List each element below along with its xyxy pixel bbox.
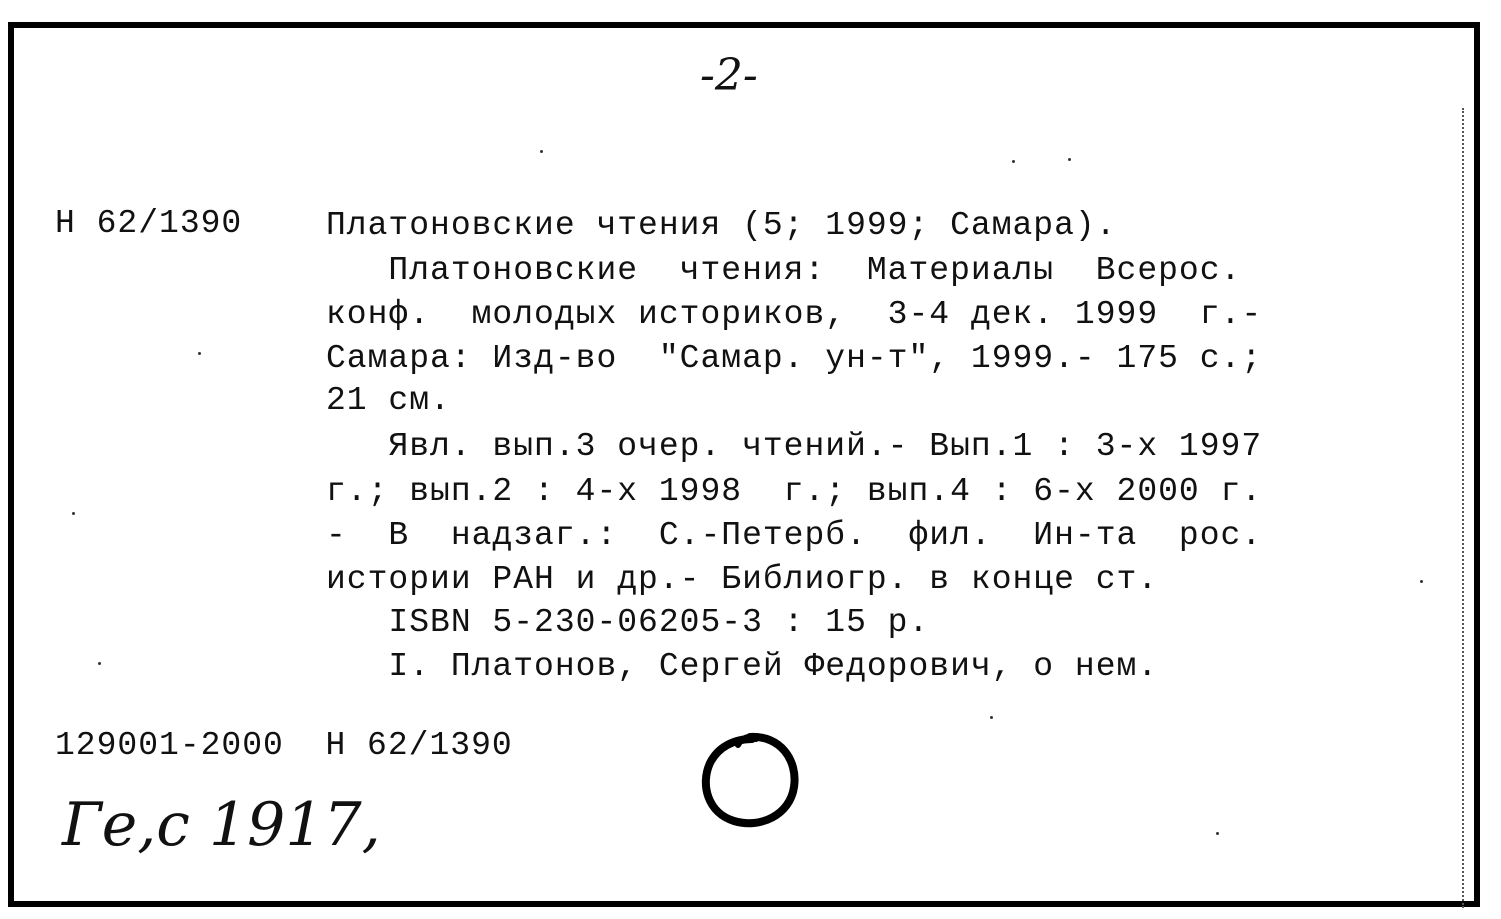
accession-code: 129001-2000 Н 62/1390	[55, 727, 513, 764]
description-line: I. Платонов, Сергей Федорович, о нем.	[326, 648, 1159, 685]
description-line: Самара: Изд-во "Самар. ун-т", 1999.- 175 с.;	[326, 340, 1263, 377]
description-line: ISBN 5-230-06205-3 : 15 р.	[326, 604, 930, 641]
scan-speck	[1420, 580, 1423, 583]
page-number: -2-	[700, 50, 758, 101]
description-line: 21 см.	[326, 382, 451, 419]
scan-speck	[1216, 832, 1219, 835]
scan-speck	[1068, 158, 1071, 161]
scan-speck	[198, 352, 201, 355]
card-edge-perforation	[1462, 108, 1464, 908]
shelfmark: Н 62/1390	[55, 205, 243, 242]
scan-speck	[98, 662, 101, 665]
description-line: Платоновские чтения (5; 1999; Самара).	[326, 207, 1117, 244]
scan-speck	[1012, 160, 1015, 163]
description-line: Явл. вып.3 очер. чтений.- Вып.1 : 3-х 1997	[326, 428, 1263, 465]
scan-speck	[72, 512, 75, 515]
scan-speck	[540, 150, 543, 153]
circle-mark-icon	[690, 725, 810, 835]
description-line: - В надзаг.: С.-Петерб. фил. Ин-та рос.	[326, 517, 1263, 554]
description-line: истории РАН и др.- Библиогр. в конце ст.	[326, 561, 1159, 598]
description-line: конф. молодых историков, 3-4 дек. 1999 г.-	[326, 296, 1263, 333]
description-line: Платоновские чтения: Материалы Всерос.	[326, 252, 1242, 289]
handwritten-note: Ге,с 1917,	[62, 790, 381, 860]
description-line: г.; вып.2 : 4-х 1998 г.; вып.4 : 6-х 2000 г.	[326, 473, 1263, 510]
scan-speck	[990, 716, 993, 719]
